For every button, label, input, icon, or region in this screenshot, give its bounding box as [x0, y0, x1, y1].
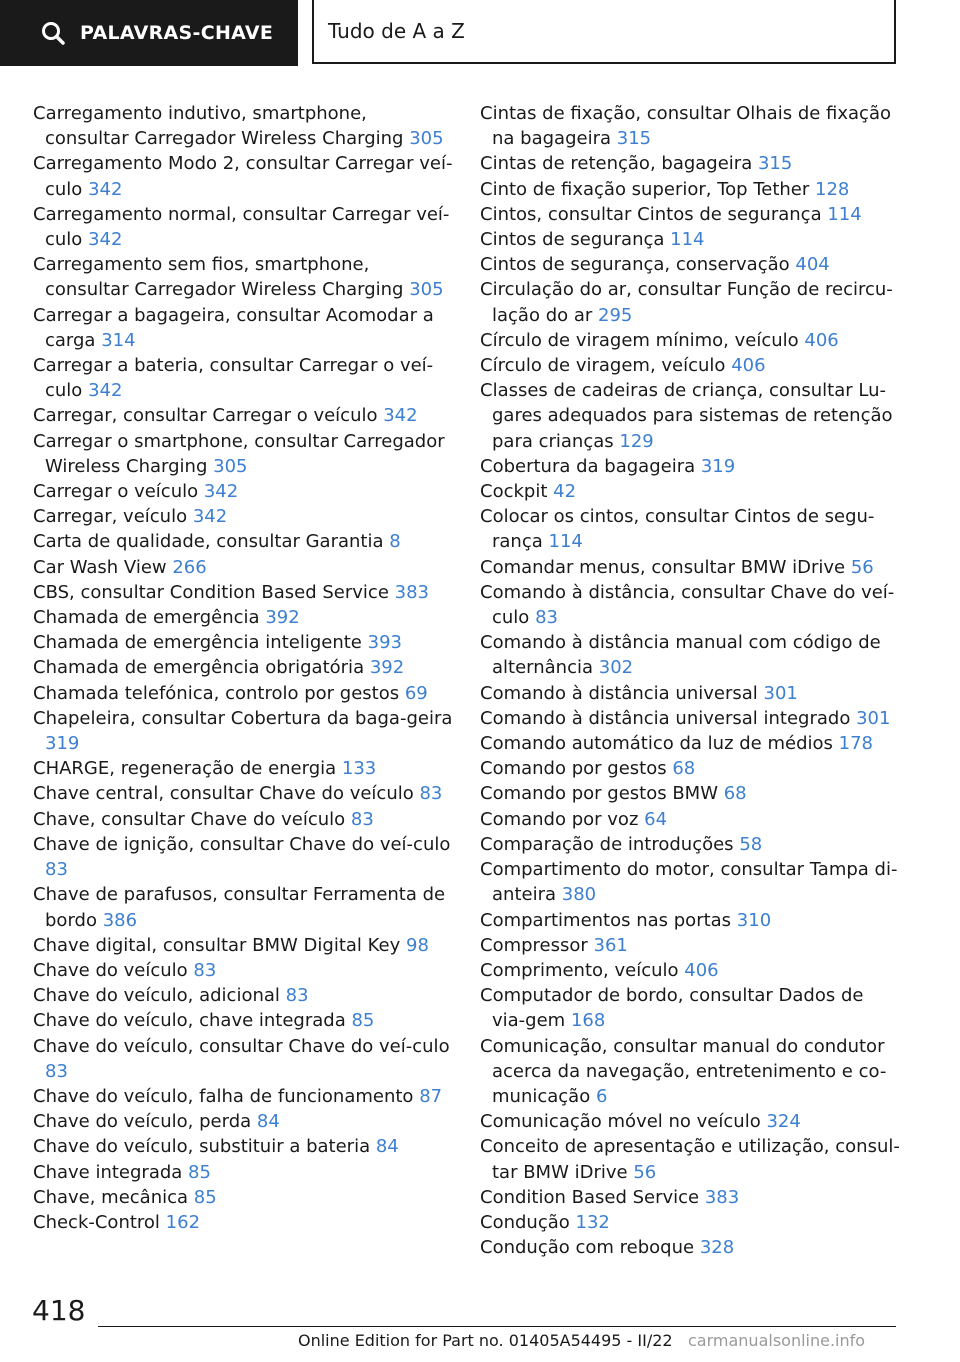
page-reference-link[interactable]: 342	[383, 405, 418, 427]
page-reference-link[interactable]: 406	[731, 355, 766, 377]
index-entry-term: Compressor	[480, 934, 588, 956]
index-entry	[33, 580, 453, 605]
page-reference-link[interactable]: 85	[193, 1186, 217, 1208]
page-reference-link[interactable]: 6	[595, 1085, 608, 1107]
page-reference-link[interactable]: 310	[736, 909, 772, 931]
page-reference-link[interactable]: 83	[535, 607, 558, 629]
index-entry-term: Chave do veículo, falha de funcionamento	[33, 1085, 414, 1107]
index-entry	[33, 202, 453, 252]
index-entry-term: Computador de bordo, consultar Dados de via-gem	[480, 985, 864, 1032]
page-number: 418	[32, 1294, 86, 1327]
index-entry	[33, 958, 453, 983]
page-reference-link[interactable]: 314	[101, 329, 136, 351]
index-entry-term: Chave do veículo, consultar Chave do veí-culo	[33, 1035, 450, 1057]
index-entry-term: Chave do veículo, perda	[33, 1111, 252, 1133]
page-reference-link[interactable]: 83	[193, 959, 217, 981]
page-reference-link[interactable]: 8	[389, 531, 401, 553]
index-entry-term: Chave central, consultar Chave do veículo	[33, 783, 414, 805]
index-entry	[33, 605, 453, 630]
index-entry	[33, 1185, 453, 1210]
a-to-z-tab[interactable]	[312, 0, 896, 64]
page-reference-link[interactable]: 42	[553, 481, 577, 503]
page-reference-link[interactable]: 305	[213, 455, 248, 477]
page-reference-link[interactable]: 162	[165, 1211, 201, 1233]
index-entry	[33, 252, 453, 302]
index-column-left	[33, 101, 453, 1235]
index-entry-term: Cobertura da bagageira	[480, 455, 696, 477]
page-reference-link[interactable]: 392	[265, 607, 300, 629]
index-entry	[480, 353, 900, 378]
index-entry	[480, 958, 900, 983]
index-entry-term: Carregar, veículo	[33, 506, 188, 528]
index-entry-term: Cinto de fixação superior, Top Tether	[480, 178, 810, 200]
index-entry	[33, 403, 453, 428]
index-entry-term: Compartimentos nas portas	[480, 909, 732, 931]
index-entry	[33, 781, 453, 806]
index-entry-term: Cintas de retenção, bagageira	[480, 153, 753, 175]
index-entry-term: Chave do veículo, adicional	[33, 985, 280, 1007]
index-entry-term: Círculo de viragem mínimo, veículo	[480, 329, 799, 351]
page-reference-link[interactable]: 132	[575, 1211, 610, 1233]
index-entry-term: Chave de parafusos, consultar Ferramenta de bordo	[33, 884, 446, 931]
index-entry	[33, 882, 453, 932]
index-entry	[33, 933, 453, 958]
index-entry-term: Condução com reboque	[480, 1237, 695, 1259]
index-entry	[33, 101, 453, 151]
page-reference-link[interactable]: 266	[172, 556, 207, 578]
index-entry	[480, 479, 900, 504]
index-entry	[480, 807, 900, 832]
index-entry	[33, 1160, 453, 1185]
index-entry-term: Chave integrada	[33, 1161, 183, 1183]
edition-info: Online Edition for Part no. 01405A54495 - II/22	[298, 1331, 673, 1350]
page-reference-link[interactable]: 315	[616, 128, 652, 150]
index-entry-term: Comandar menus, consultar BMW iDrive	[480, 556, 846, 578]
footer-divider	[98, 1326, 896, 1327]
page-reference-link[interactable]: 69	[404, 682, 428, 704]
page-reference-link[interactable]: 83	[45, 1060, 68, 1082]
index-entry-term: Comando à distância, consultar Chave do veí-culo	[480, 581, 895, 629]
page-reference-link[interactable]: 301	[856, 707, 891, 729]
index-entry-term: Cintos de segurança, conservação	[480, 254, 790, 276]
index-entry-term: Chave do veículo, substituir a bateria	[33, 1136, 371, 1158]
index-entry	[33, 655, 453, 680]
index-entry-term: Carregar, consultar Carregar o veículo	[33, 405, 378, 427]
index-entry-term: Comunicação, consultar manual do condutor acerca da navegação, entretenimento e co-municação	[480, 1035, 887, 1107]
index-entry	[33, 832, 453, 882]
index-entry-term: Comunicação móvel no veículo	[480, 1111, 761, 1133]
index-entry	[33, 983, 453, 1008]
index-entry-term: Comprimento, veículo	[480, 959, 679, 981]
page-reference-link[interactable]: 406	[684, 959, 719, 981]
index-entry	[480, 202, 900, 227]
index-entry	[33, 706, 453, 756]
page-reference-link[interactable]: 128	[815, 178, 850, 200]
page-reference-link[interactable]: 383	[704, 1186, 740, 1208]
index-entry-term: Chave de ignição, consultar Chave do veí-culo	[33, 833, 451, 855]
index-entry	[33, 630, 453, 655]
index-entry-term: CBS, consultar Condition Based Service	[33, 581, 389, 603]
index-entry-term: Comando à distância manual com código de alternância	[480, 632, 881, 679]
page-reference-link[interactable]: 68	[672, 758, 696, 780]
index-entry-term: Carregar a bateria, consultar Carregar o veí-culo	[33, 355, 434, 402]
index-entry	[480, 1109, 900, 1134]
index-entry	[480, 781, 900, 806]
index-entry	[480, 756, 900, 781]
index-entry-term: Chamada de emergência inteligente	[33, 632, 362, 654]
page-reference-link[interactable]: 324	[766, 1111, 801, 1133]
index-entry-term: Comando por gestos BMW	[480, 783, 718, 805]
index-entry	[480, 983, 900, 1033]
index-entry	[480, 177, 900, 202]
page-reference-link[interactable]: 295	[598, 304, 633, 326]
index-entry-term: Comando por gestos	[480, 758, 667, 780]
index-entry-term: CHARGE, regeneração de energia	[33, 758, 337, 780]
index-entry-term: Compartimento do motor, consultar Tampa di-anteira	[480, 859, 898, 906]
page-reference-link[interactable]: 114	[827, 203, 862, 225]
page-reference-link[interactable]: 342	[192, 506, 228, 528]
page-reference-link[interactable]: 64	[644, 808, 668, 830]
page-reference-link[interactable]: 301	[763, 682, 798, 704]
index-entry-term: Chave digital, consultar BMW Digital Key	[33, 934, 401, 956]
index-entry	[33, 1084, 453, 1109]
index-entry	[480, 1034, 900, 1110]
page-reference-link[interactable]: 392	[369, 657, 405, 679]
index-entry-term: Carregamento indutivo, smartphone, consultar Carregador Wireless Charging	[33, 103, 404, 150]
page-reference-link[interactable]: 114	[670, 229, 705, 251]
index-entry	[480, 630, 900, 680]
index-entry	[480, 277, 900, 327]
index-entry-term: Cintas de fixação, consultar Olhais de fixação na bagageira	[480, 103, 891, 150]
search-icon	[40, 20, 66, 46]
page-reference-link[interactable]: 328	[699, 1237, 735, 1259]
index-entry-term: Carregar o veículo	[33, 481, 199, 503]
index-entry	[480, 1210, 900, 1235]
page-reference-link[interactable]: 361	[593, 934, 628, 956]
index-entry-term: Chamada de emergência obrigatória	[33, 657, 365, 679]
index-entry-term: Carregamento sem fios, smartphone, consultar Carregador Wireless Charging	[33, 254, 404, 301]
page-reference-link[interactable]: 129	[619, 430, 654, 452]
page-reference-link[interactable]: 68	[723, 783, 747, 805]
index-entry	[33, 1008, 453, 1033]
index-entry	[480, 555, 900, 580]
page-reference-link[interactable]: 319	[45, 733, 80, 755]
page-reference-link[interactable]: 178	[838, 733, 873, 755]
page-reference-link[interactable]: 83	[419, 783, 443, 805]
page-reference-link[interactable]: 84	[375, 1136, 399, 1158]
index-entry	[480, 580, 900, 630]
index-entry	[33, 1210, 453, 1235]
index-entry	[33, 429, 453, 479]
index-entry-term: Comando à distância universal	[480, 682, 758, 704]
page-reference-link[interactable]: 302	[598, 657, 634, 679]
index-entry	[33, 504, 453, 529]
index-entry-term: Carregamento Modo 2, consultar Carregar veí-culo	[33, 153, 453, 200]
index-entry-term: Chapeleira, consultar Cobertura da baga-geira	[33, 707, 453, 729]
index-entry	[33, 1134, 453, 1159]
index-entry-term: Carregamento normal, consultar Carregar veí-culo	[33, 203, 450, 251]
index-entry	[33, 1109, 453, 1134]
page-reference-link[interactable]: 98	[406, 934, 429, 956]
index-entry	[480, 731, 900, 756]
index-entry	[33, 807, 453, 832]
page-reference-link[interactable]: 114	[548, 531, 583, 553]
index-entry	[480, 857, 900, 907]
page-reference-link[interactable]: 56	[633, 1161, 657, 1183]
index-entry	[480, 101, 900, 151]
page-reference-link[interactable]: 383	[394, 581, 429, 603]
index-entry-term: Cockpit	[480, 481, 548, 503]
index-column-right	[480, 101, 900, 1260]
index-entry	[33, 151, 453, 201]
page-reference-link[interactable]: 85	[351, 1010, 375, 1032]
index-entry-term: Car Wash View	[33, 556, 167, 578]
page-reference-link[interactable]: 380	[561, 884, 597, 906]
index-entry	[480, 378, 900, 454]
top-navigation	[0, 0, 960, 66]
index-entry	[480, 227, 900, 252]
page-reference-link[interactable]: 342	[88, 380, 123, 402]
index-entry-term: Circulação do ar, consultar Função de recircu-lação do ar	[480, 279, 893, 326]
page-reference-link[interactable]: 85	[188, 1161, 211, 1183]
index-entry	[33, 1034, 453, 1084]
page-reference-link[interactable]: 406	[804, 329, 839, 351]
index-entry-term: Carregar o smartphone, consultar Carregador Wireless Charging	[33, 430, 445, 477]
page-reference-link[interactable]: 87	[419, 1085, 443, 1107]
index-entry-term: Classes de cadeiras de criança, consultar Lu-gares adequados para sistemas de retenção para crianças	[480, 380, 893, 452]
index-entry	[33, 529, 453, 554]
page-reference-link[interactable]: 315	[757, 153, 793, 175]
watermark-logo: carmanualsonline.info	[688, 1331, 866, 1350]
index-entry	[33, 681, 453, 706]
index-entry-term: Comando por voz	[480, 808, 639, 830]
index-entry	[480, 328, 900, 353]
index-entry-term: Círculo de viragem, veículo	[480, 355, 726, 377]
index-entry-term: Carregar a bagageira, consultar Acomodar a carga	[33, 304, 434, 351]
index-entry	[480, 454, 900, 479]
index-entry-term: Chamada telefónica, controlo por gestos	[33, 682, 400, 704]
index-entry-term: Chave, mecânica	[33, 1186, 189, 1208]
index-entry-term: Chave do veículo	[33, 959, 188, 981]
index-entry-term: Comando automático da luz de médios	[480, 733, 833, 755]
page-reference-link[interactable]: 168	[570, 1010, 606, 1032]
index-entry-term: Comando à distância universal integrado	[480, 707, 851, 729]
index-entry	[480, 908, 900, 933]
index-entry	[33, 756, 453, 781]
page-reference-link[interactable]: 83	[350, 808, 374, 830]
index-entry	[480, 832, 900, 857]
index-entry-term: Chave, consultar Chave do veículo	[33, 808, 346, 830]
index-entry-term: Cintos, consultar Cintos de segurança	[480, 203, 822, 225]
index-entry-term: Check-Control	[33, 1211, 160, 1233]
page-reference-link[interactable]: 404	[795, 254, 830, 276]
index-entry	[480, 1185, 900, 1210]
index-entry-term: Conceito de apresentação e utilização, consul-tar BMW iDrive	[480, 1136, 900, 1183]
index-entry	[480, 151, 900, 176]
index-entry	[480, 252, 900, 277]
index-entry	[480, 681, 900, 706]
index-entry-term: Condução	[480, 1211, 570, 1233]
index-entry-term: Chamada de emergência	[33, 607, 260, 629]
page-reference-link[interactable]: 319	[700, 455, 736, 477]
index-entry-term: Chave do veículo, chave integrada	[33, 1010, 346, 1032]
index-entry	[480, 706, 900, 731]
page-reference-link[interactable]: 58	[739, 833, 763, 855]
page-reference-link[interactable]: 84	[256, 1111, 280, 1133]
index-entry-term: Comparação de introduções	[480, 833, 734, 855]
keywords-tab-label: PALAVRAS-CHAVE	[80, 22, 274, 44]
index-entry	[480, 504, 900, 554]
index-entry	[480, 933, 900, 958]
page-reference-link[interactable]: 342	[88, 229, 123, 251]
index-entry-term: Carta de qualidade, consultar Garantia	[33, 531, 384, 553]
index-entry	[33, 353, 453, 403]
keywords-tab[interactable]	[0, 0, 298, 66]
page-reference-link[interactable]: 305	[409, 279, 444, 301]
page-reference-link[interactable]: 342	[203, 481, 239, 503]
index-entry-term: Cintos de segurança	[480, 229, 665, 251]
index-entry	[480, 1134, 900, 1184]
a-to-z-tab-label: Tudo de A a Z	[328, 19, 465, 43]
page-reference-link[interactable]: 393	[367, 632, 402, 654]
page-reference-link[interactable]: 56	[850, 556, 874, 578]
page-reference-link[interactable]: 133	[341, 758, 377, 780]
index-entry	[33, 479, 453, 504]
page-reference-link[interactable]: 83	[45, 859, 68, 881]
page-reference-link[interactable]: 305	[409, 128, 444, 150]
page-reference-link[interactable]: 83	[285, 985, 309, 1007]
page-reference-link[interactable]: 386	[102, 909, 138, 931]
index-entry	[33, 303, 453, 353]
index-entry	[480, 1235, 900, 1260]
index-entry-term: Colocar os cintos, consultar Cintos de segu-rança	[480, 506, 875, 553]
index-entry	[33, 555, 453, 580]
page-reference-link[interactable]: 342	[88, 178, 123, 200]
index-entry-term: Condition Based Service	[480, 1186, 700, 1208]
